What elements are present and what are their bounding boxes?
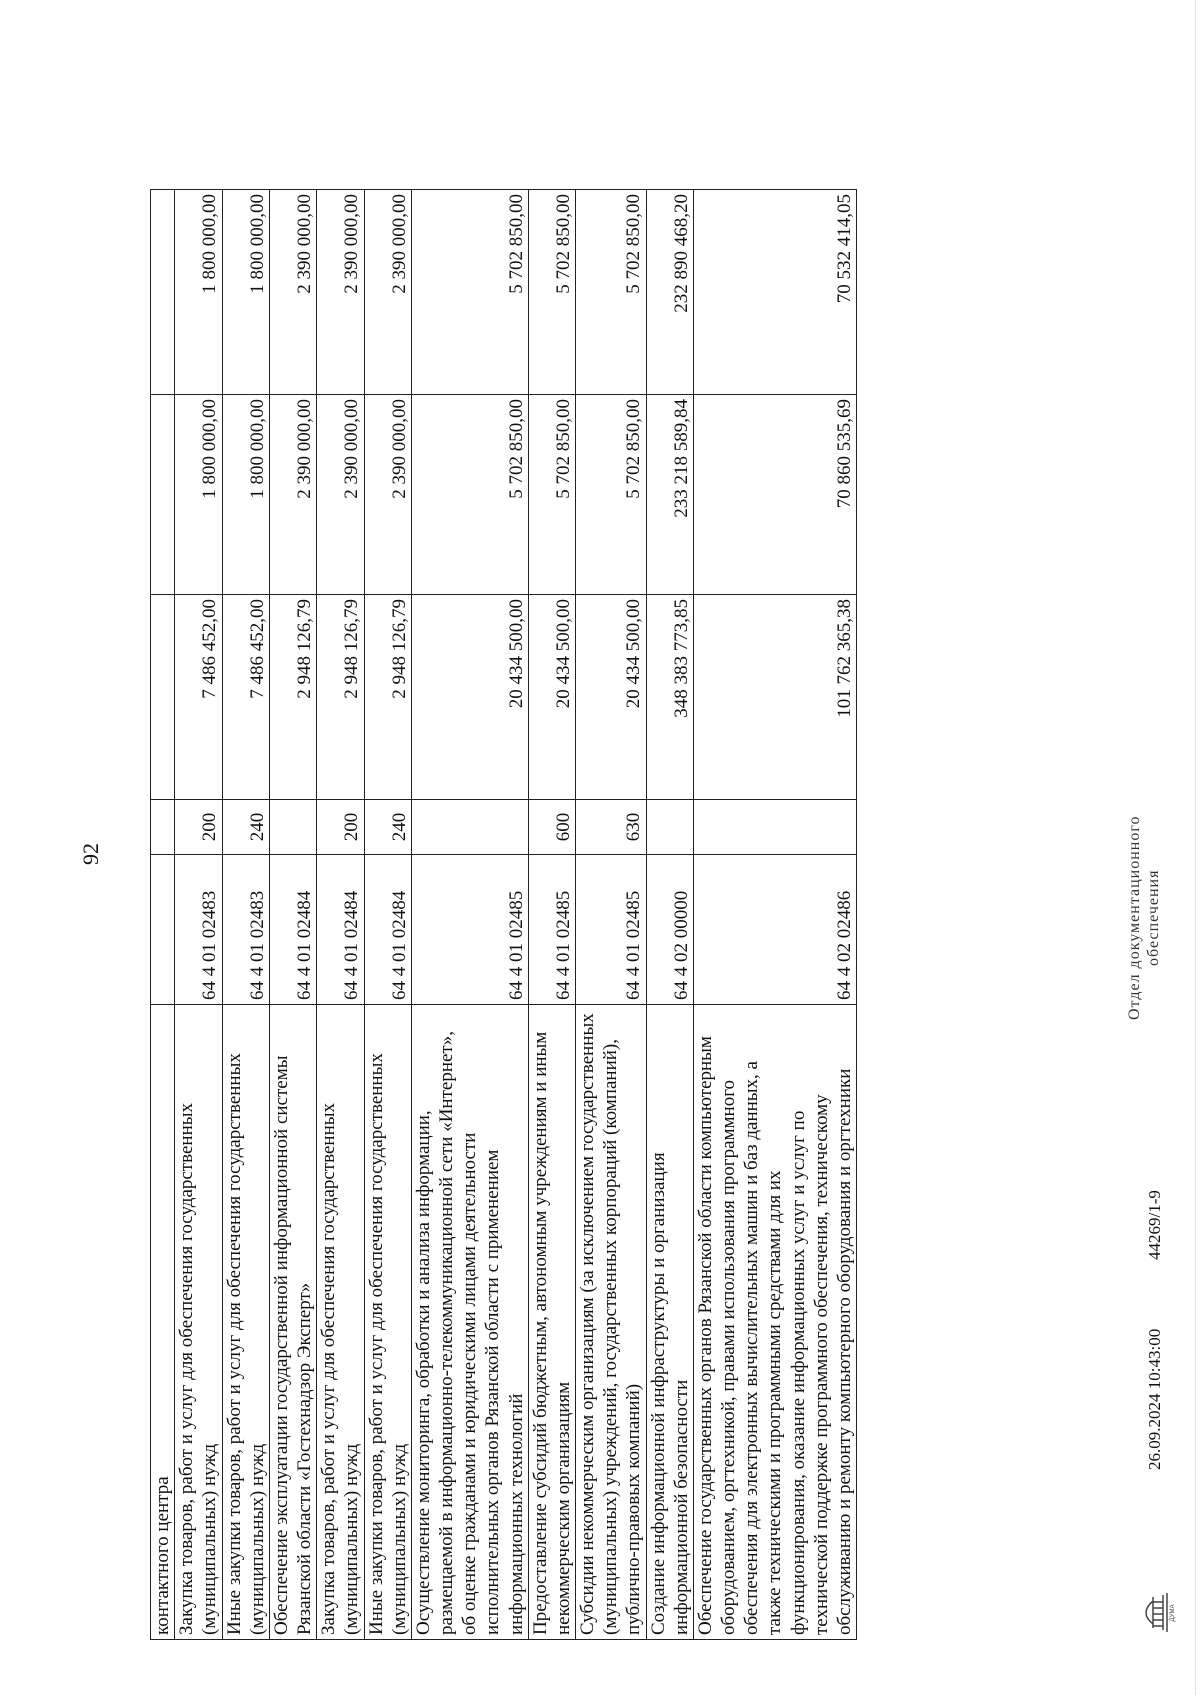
cell-amount-1	[151, 595, 175, 800]
document-footer	[1125, 540, 1185, 1640]
cell-target-code: 64 4 01 02485	[576, 855, 647, 1005]
table-row	[364, 190, 411, 1640]
table-row	[693, 190, 856, 1640]
cell-amount-2: 5 702 850,00	[528, 395, 575, 595]
svg-text:ДУМА: ДУМА	[1170, 1604, 1176, 1622]
cell-amount-2: 70 860 535,69	[693, 395, 856, 595]
cell-target-code	[151, 855, 175, 1005]
cell-name: Иные закупки товаров, работ и услуг для обеспечения государственных (муниципальных) нужд	[364, 1005, 411, 1640]
table-row	[175, 190, 222, 1640]
budget-table	[150, 189, 857, 1640]
cell-expense-type	[693, 800, 856, 855]
cell-target-code: 64 4 01 02484	[317, 855, 364, 1005]
scan-edge	[1195, 0, 1197, 1695]
cell-amount-1: 7 486 452,00	[175, 595, 222, 800]
cell-amount-2: 2 390 000,00	[269, 395, 316, 595]
cell-target-code: 64 4 01 02485	[528, 855, 575, 1005]
cell-expense-type: 240	[222, 800, 269, 855]
cell-amount-2	[151, 395, 175, 595]
cell-expense-type	[269, 800, 316, 855]
cell-name: Создание информационной инфраструктуры и организация информационной безопасности	[646, 1005, 693, 1640]
cell-name: Закупка товаров, работ и услуг для обеспечения государственных (муниципальных) нужд	[175, 1005, 222, 1640]
cell-amount-3: 232 890 468,20	[646, 190, 693, 395]
cell-target-code: 64 4 01 02483	[175, 855, 222, 1005]
cell-target-code: 64 4 01 02484	[364, 855, 411, 1005]
table-row	[646, 190, 693, 1640]
cell-expense-type	[151, 800, 175, 855]
cell-expense-type: 630	[576, 800, 647, 855]
cell-amount-3: 2 390 000,00	[364, 190, 411, 395]
cell-name: Осуществление мониторинга, обработки и анализа информации, размещаемой в информационно-телекоммуникационной сети «Интернет», об оценке гражданами и юридическими лицами деятельности исполнительных органов Рязанской области с применением информационных технологий	[411, 1005, 528, 1640]
cell-amount-1: 101 762 365,38	[693, 595, 856, 800]
cell-expense-type: 200	[175, 800, 222, 855]
cell-amount-3: 5 702 850,00	[576, 190, 647, 395]
table-row	[576, 190, 647, 1640]
cell-name: Закупка товаров, работ и услуг для обеспечения государственных (муниципальных) нужд	[317, 1005, 364, 1640]
table-row	[528, 190, 575, 1640]
cell-name: Предоставление субсидий бюджетным, автономным учреждениям и иным некоммерческим организациям	[528, 1005, 575, 1640]
footer-doc-number: 44269/1-9	[1145, 1190, 1164, 1260]
cell-target-code: 64 4 01 02485	[411, 855, 528, 1005]
cell-amount-1: 20 434 500,00	[528, 595, 575, 800]
cell-amount-3: 1 800 000,00	[175, 190, 222, 395]
cell-amount-1: 20 434 500,00	[576, 595, 647, 800]
cell-amount-1: 2 948 126,79	[317, 595, 364, 800]
cell-name: Обеспечение эксплуатации государственной информационной системы Рязанской области «Гостехнадзор Эксперт»	[269, 1005, 316, 1640]
table-row	[151, 190, 175, 1640]
cell-amount-3: 2 390 000,00	[269, 190, 316, 395]
cell-name: контактного центра	[151, 1005, 175, 1640]
cell-target-code: 64 4 02 00000	[646, 855, 693, 1005]
cell-target-code: 64 4 01 02484	[269, 855, 316, 1005]
cell-amount-3: 1 800 000,00	[222, 190, 269, 395]
cell-amount-2: 2 390 000,00	[364, 395, 411, 595]
stamp-line-1: Отдел документационного	[1126, 815, 1143, 1020]
department-stamp	[1125, 815, 1163, 1020]
cell-expense-type: 240	[364, 800, 411, 855]
cell-expense-type	[646, 800, 693, 855]
cell-amount-2: 5 702 850,00	[411, 395, 528, 595]
duma-logo-icon	[1135, 1585, 1175, 1640]
cell-amount-2: 1 800 000,00	[175, 395, 222, 595]
cell-amount-3: 5 702 850,00	[528, 190, 575, 395]
cell-name: Субсидии некоммерческим организациям (за исключением государственных (муниципальных) учреждений, государственных корпораций (компаний), публично-правовых компаний)	[576, 1005, 647, 1640]
cell-amount-1: 7 486 452,00	[222, 595, 269, 800]
cell-amount-2: 5 702 850,00	[576, 395, 647, 595]
cell-name: Обеспечение государственных органов Рязанской области компьютерным оборудованием, оргтехникой, правами использования программного обеспечения для электронных вычислительных машин и баз данных, а также техническими и программными средствами для их функционирования, оказание информационных услуг и услуг по технической поддержке программного обеспечения, техническому обслуживанию и ремонту компьютерного оборудования и оргтехники	[693, 1005, 856, 1640]
cell-amount-3: 2 390 000,00	[317, 190, 364, 395]
cell-target-code: 64 4 02 02486	[693, 855, 856, 1005]
cell-amount-3: 5 702 850,00	[411, 190, 528, 395]
cell-expense-type: 600	[528, 800, 575, 855]
page-number: 92	[78, 843, 103, 865]
table-row	[269, 190, 316, 1640]
cell-expense-type	[411, 800, 528, 855]
cell-name: Иные закупки товаров, работ и услуг для обеспечения государственных (муниципальных) нужд	[222, 1005, 269, 1640]
table-body	[151, 190, 857, 1640]
cell-amount-3	[151, 190, 175, 395]
cell-amount-2: 2 390 000,00	[317, 395, 364, 595]
cell-amount-1: 20 434 500,00	[411, 595, 528, 800]
cell-amount-1: 2 948 126,79	[269, 595, 316, 800]
stamp-line-2: обеспечения	[1145, 869, 1163, 966]
cell-amount-1: 348 383 773,85	[646, 595, 693, 800]
cell-amount-2: 1 800 000,00	[222, 395, 269, 595]
cell-amount-3: 70 532 414,05	[693, 190, 856, 395]
table-row	[411, 190, 528, 1640]
table-row	[222, 190, 269, 1640]
cell-expense-type: 200	[317, 800, 364, 855]
table-row	[317, 190, 364, 1640]
footer-date: 26.09.2024 10:43:00	[1145, 1328, 1164, 1470]
cell-amount-2: 233 218 589,84	[646, 395, 693, 595]
cell-target-code: 64 4 01 02483	[222, 855, 269, 1005]
cell-amount-1: 2 948 126,79	[364, 595, 411, 800]
